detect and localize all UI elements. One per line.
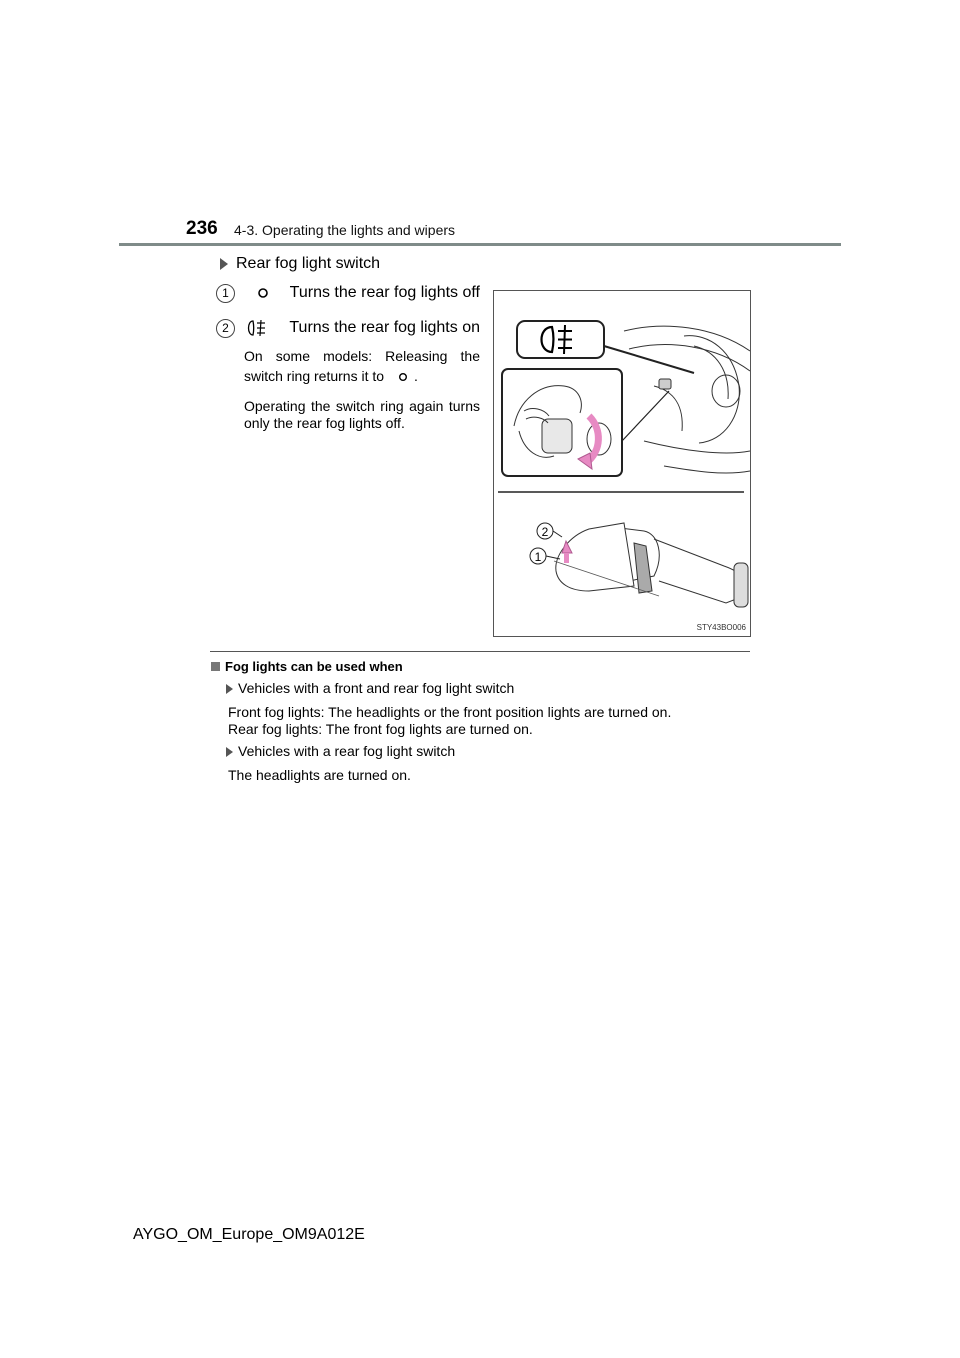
bullet-triangle-icon <box>226 684 233 694</box>
list-item-on <box>216 319 480 339</box>
rear-fog-light-icon <box>244 319 266 342</box>
figure-code: STY43BO006 <box>696 623 746 632</box>
case-label-text: Vehicles with a front and rear fog light switch <box>238 680 515 696</box>
case-line: The headlights are turned on. <box>228 767 411 783</box>
case-label-front-rear <box>226 679 514 697</box>
fog-usage-heading-text: Fog lights can be used when <box>225 659 403 674</box>
circle-off-icon <box>256 286 270 305</box>
item-text: Turns the rear fog lights off <box>289 284 480 301</box>
fog-usage-heading <box>211 659 403 674</box>
callout-2: 2 <box>541 525 549 539</box>
note-text: On some models: Releasing the switch ring returns it to <box>244 348 480 384</box>
case-line: Front fog lights: The headlights or the front position lights are turned on. <box>228 704 672 720</box>
bullet-triangle-icon <box>226 747 233 757</box>
rear-fog-subheading-text: Rear fog light switch <box>236 255 381 272</box>
header-rule <box>119 243 841 246</box>
note-releasing <box>244 346 480 387</box>
rear-fog-subheading <box>220 255 380 273</box>
case-label-rear <box>226 742 455 760</box>
bullet-triangle-icon <box>220 258 228 270</box>
section-separator <box>210 651 750 652</box>
case-line: Rear fog lights: The front fog lights are turned on. <box>228 721 533 737</box>
item-number: 1 <box>216 284 235 303</box>
item-text: Turns the rear fog lights on <box>289 319 480 336</box>
note-text-end: . <box>413 368 418 384</box>
switch-illustration <box>493 290 751 637</box>
doc-code: AYGO_OM_Europe_OM9A012E <box>133 1226 365 1243</box>
section-title: 4-3. Operating the lights and wipers <box>234 222 456 238</box>
callout-1: 1 <box>534 550 542 564</box>
square-bullet-icon <box>211 662 220 671</box>
circle-off-icon <box>398 367 408 387</box>
page-number: 236 <box>186 218 218 239</box>
case-label-text: Vehicles with a rear fog light switch <box>238 743 456 759</box>
list-item-off <box>216 284 480 304</box>
item-number: 2 <box>216 319 235 338</box>
note-operating: Operating the switch ring again turns only the rear fog lights off. <box>244 398 480 431</box>
